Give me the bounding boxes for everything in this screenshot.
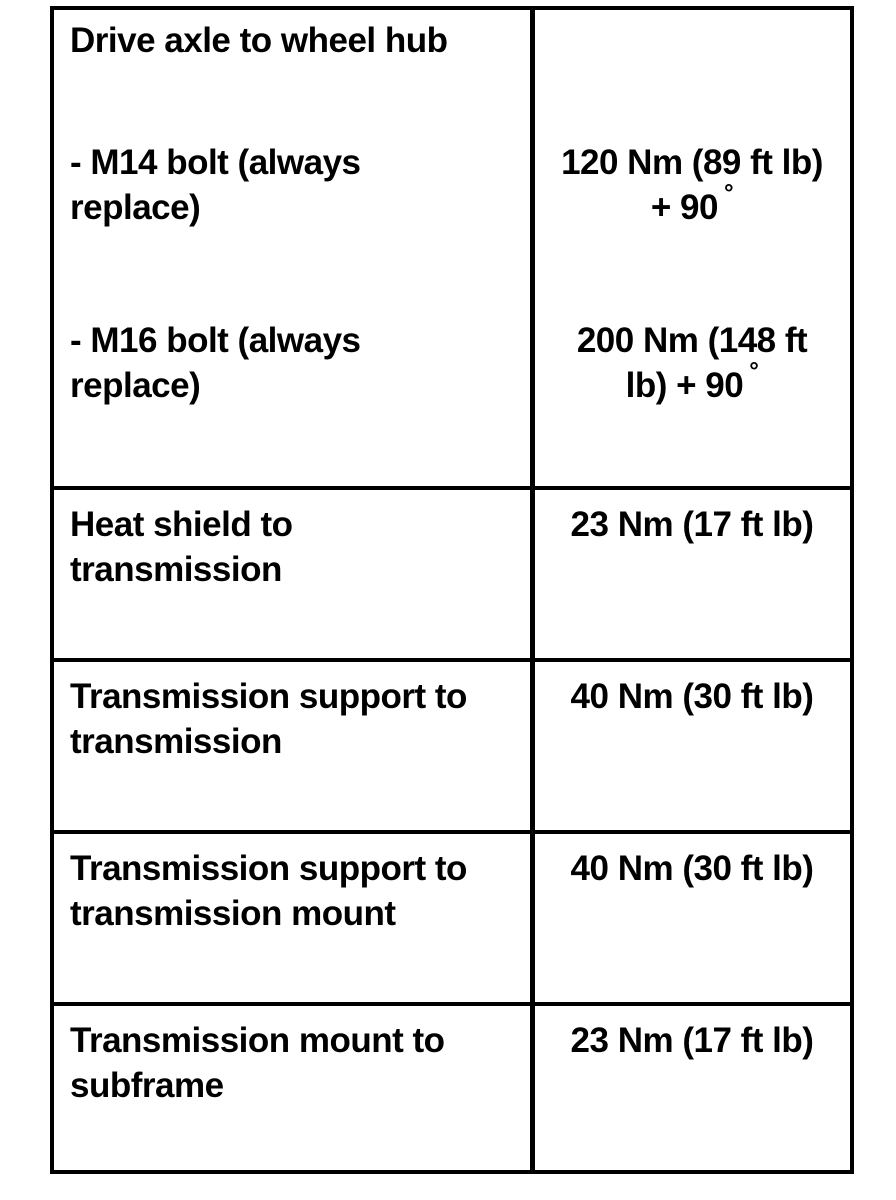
- torque-spec-table: [50, 6, 854, 1174]
- table-row-mount-to-subframe: [54, 1002, 850, 1170]
- component-cell: Transmission mount to subframe: [70, 1021, 445, 1105]
- sub-item-label: - M16 bolt (always replace): [70, 321, 361, 405]
- component-cell: Transmission support to transmission mount: [70, 849, 467, 933]
- torque-value: 23 Nm (17 ft lb): [570, 1021, 814, 1060]
- component-cell: Heat shield to transmission: [70, 505, 293, 589]
- degree-symbol: °: [749, 358, 759, 385]
- torque-value: 120 Nm (89 ft lb) + 90 °: [561, 143, 823, 227]
- component-cell: Transmission support to transmission: [70, 677, 467, 761]
- table-row-drive-axle: [54, 10, 850, 486]
- sub-item-label: - M14 bolt (always replace): [70, 143, 361, 227]
- component-cell: [70, 18, 510, 63]
- table-row-heat-shield: [54, 486, 850, 658]
- torque-value: 40 Nm (30 ft lb): [570, 849, 814, 888]
- component-heading: Drive axle to wheel hub: [70, 21, 448, 60]
- table-row-support-to-transmission: [54, 658, 850, 830]
- column-divider: [530, 10, 535, 1170]
- degree-symbol: °: [724, 180, 734, 207]
- torque-value: 40 Nm (30 ft lb): [570, 677, 814, 716]
- torque-value: 23 Nm (17 ft lb): [570, 505, 814, 544]
- torque-value: 200 Nm (148 ft lb) + 90 °: [576, 321, 808, 405]
- table-row-support-to-mount: [54, 830, 850, 1002]
